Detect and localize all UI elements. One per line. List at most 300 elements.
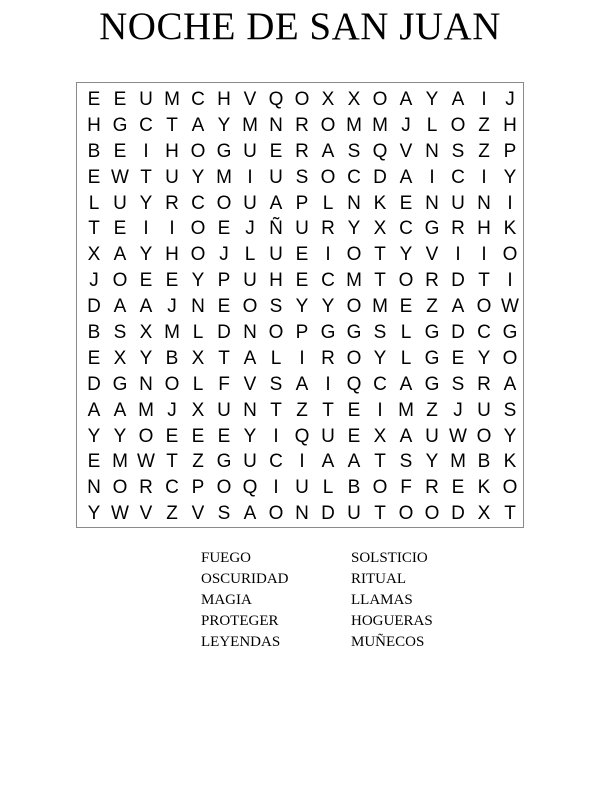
grid-letter[interactable]: I (455, 244, 461, 266)
grid-letter[interactable]: Y (217, 114, 231, 136)
grid-letter[interactable]: G (216, 140, 232, 162)
grid-letter[interactable]: J (167, 296, 177, 318)
grid-letter[interactable]: S (373, 322, 387, 344)
grid-letter[interactable]: C (269, 451, 283, 473)
grid-letter[interactable]: U (347, 503, 361, 525)
grid-letter[interactable]: T (88, 218, 100, 240)
grid-letter[interactable]: T (478, 270, 490, 292)
grid-letter[interactable]: Y (139, 192, 153, 214)
grid-letter[interactable]: E (451, 347, 465, 369)
grid-letter[interactable]: I (273, 425, 279, 447)
grid-letter[interactable]: D (451, 503, 465, 525)
grid-letter[interactable]: G (424, 322, 440, 344)
grid-letter[interactable]: O (346, 244, 362, 266)
grid-letter[interactable]: Y (321, 296, 335, 318)
grid-letter[interactable]: G (424, 347, 440, 369)
grid-letter[interactable]: E (451, 477, 465, 499)
grid-letter[interactable]: M (164, 89, 180, 110)
grid-letter[interactable]: S (113, 322, 127, 344)
grid-letter[interactable]: M (112, 451, 128, 473)
grid-letter[interactable]: Y (191, 166, 205, 188)
grid-letter[interactable]: E (87, 89, 101, 110)
grid-letter[interactable]: O (268, 322, 284, 344)
grid-letter[interactable]: T (374, 244, 386, 266)
grid-letter[interactable]: U (139, 89, 153, 110)
grid-letter[interactable]: N (295, 503, 309, 525)
grid-letter[interactable]: B (87, 322, 101, 344)
grid-letter[interactable]: K (477, 477, 491, 499)
grid-letter[interactable]: O (424, 503, 440, 525)
grid-letter[interactable]: I (325, 244, 331, 266)
grid-letter[interactable]: H (165, 140, 179, 162)
grid-letter[interactable]: O (190, 140, 206, 162)
grid-letter[interactable]: Y (295, 296, 309, 318)
grid-letter[interactable]: T (166, 451, 178, 473)
grid-letter[interactable]: I (481, 244, 487, 266)
grid-letter[interactable]: J (219, 244, 229, 266)
grid-letter[interactable]: A (139, 296, 153, 318)
grid-letter[interactable]: A (113, 399, 127, 421)
grid-letter[interactable]: I (169, 218, 175, 240)
grid-letter[interactable]: O (164, 373, 180, 395)
grid-letter[interactable]: O (242, 296, 258, 318)
grid-letter[interactable]: M (164, 322, 180, 344)
grid-letter[interactable]: W (501, 296, 519, 318)
grid-letter[interactable]: J (453, 399, 463, 421)
grid-letter[interactable]: O (190, 218, 206, 240)
grid-letter[interactable]: Z (166, 503, 178, 525)
grid-letter[interactable]: U (295, 218, 309, 240)
grid-letter[interactable]: P (295, 192, 309, 214)
grid-letter[interactable]: I (143, 218, 149, 240)
grid-letter[interactable]: U (243, 451, 257, 473)
grid-letter[interactable]: N (87, 477, 101, 499)
grid-letter[interactable]: X (191, 399, 205, 421)
grid-letter[interactable]: N (347, 192, 361, 214)
grid-letter[interactable]: A (399, 425, 413, 447)
grid-letter[interactable]: Z (192, 451, 204, 473)
grid-letter[interactable]: A (243, 503, 257, 525)
grid-letter[interactable]: P (295, 322, 309, 344)
grid-letter[interactable]: M (372, 114, 388, 136)
grid-letter[interactable]: A (503, 373, 517, 395)
grid-letter[interactable]: X (321, 89, 335, 110)
grid-letter[interactable]: S (399, 451, 413, 473)
grid-letter[interactable]: J (167, 399, 177, 421)
grid-letter[interactable]: H (165, 244, 179, 266)
grid-letter[interactable]: A (399, 166, 413, 188)
grid-letter[interactable]: E (191, 425, 205, 447)
grid-letter[interactable]: J (401, 114, 411, 136)
grid-letter[interactable]: I (247, 166, 253, 188)
grid-letter[interactable]: S (451, 373, 465, 395)
grid-letter[interactable]: V (191, 503, 205, 525)
grid-letter[interactable]: R (295, 114, 309, 136)
grid-letter[interactable]: H (503, 114, 517, 136)
grid-letter[interactable]: V (243, 89, 257, 110)
grid-letter[interactable]: G (216, 451, 232, 473)
grid-letter[interactable]: R (139, 477, 153, 499)
word-list-item: HOGUERAS (351, 613, 433, 629)
grid-letter[interactable]: C (347, 166, 361, 188)
grid-letter[interactable]: C (373, 373, 387, 395)
grid-letter[interactable]: O (398, 270, 414, 292)
grid-letter[interactable]: P (503, 140, 517, 162)
grid-letter[interactable]: B (477, 451, 491, 473)
grid-letter[interactable]: L (88, 192, 100, 214)
grid-letter[interactable]: O (216, 192, 232, 214)
grid-letter[interactable]: G (346, 322, 362, 344)
grid-letter[interactable]: Q (346, 373, 362, 395)
grid-letter[interactable]: E (113, 89, 127, 110)
grid-letter[interactable]: S (451, 140, 465, 162)
grid-letter[interactable]: G (112, 373, 128, 395)
grid-letter[interactable]: X (191, 347, 205, 369)
grid-letter[interactable]: T (270, 399, 282, 421)
grid-letter[interactable]: U (321, 425, 335, 447)
word-search-grid-frame (76, 82, 524, 528)
grid-letter[interactable]: T (374, 270, 386, 292)
grid-letter[interactable]: N (269, 114, 283, 136)
grid-letter[interactable]: A (399, 89, 413, 110)
grid-letter[interactable]: I (481, 89, 487, 110)
grid-letter[interactable]: Q (294, 425, 310, 447)
grid-letter[interactable]: O (112, 270, 128, 292)
grid-letter[interactable]: N (425, 192, 439, 214)
grid-letter[interactable]: R (451, 218, 465, 240)
grid-letter[interactable]: L (426, 114, 438, 136)
grid-letter[interactable]: I (429, 166, 435, 188)
grid-letter[interactable]: R (295, 140, 309, 162)
grid-letter[interactable]: S (269, 296, 283, 318)
grid-letter[interactable]: I (273, 477, 279, 499)
grid-letter[interactable]: X (477, 503, 491, 525)
grid-letter[interactable]: C (165, 477, 179, 499)
grid-letter[interactable]: X (373, 218, 387, 240)
grid-letter[interactable]: I (507, 270, 513, 292)
grid-letter[interactable]: O (320, 166, 336, 188)
grid-letter[interactable]: Y (87, 425, 101, 447)
grid-letter[interactable]: S (295, 166, 309, 188)
grid-letter[interactable]: J (245, 218, 255, 240)
grid-letter[interactable]: A (243, 347, 257, 369)
grid-letter[interactable]: Z (426, 296, 438, 318)
grid-letter[interactable]: N (243, 399, 257, 421)
grid-letter[interactable]: U (243, 270, 257, 292)
grid-letter[interactable]: E (87, 166, 101, 188)
grid-letter[interactable]: U (451, 192, 465, 214)
grid-letter[interactable]: W (137, 451, 155, 473)
grid-letter[interactable]: O (112, 477, 128, 499)
grid-letter[interactable]: G (424, 218, 440, 240)
grid-letter[interactable]: O (346, 347, 362, 369)
grid-letter[interactable]: A (295, 373, 309, 395)
grid-letter[interactable]: R (425, 477, 439, 499)
grid-letter[interactable]: C (191, 192, 205, 214)
grid-letter[interactable]: Y (503, 166, 517, 188)
grid-letter[interactable]: A (113, 296, 127, 318)
grid-letter[interactable]: T (374, 503, 386, 525)
grid-letter[interactable]: Y (347, 218, 361, 240)
grid-letter[interactable]: F (218, 373, 230, 395)
grid-letter[interactable]: Y (425, 89, 439, 110)
grid-letter[interactable]: Y (425, 451, 439, 473)
grid-letter[interactable]: C (191, 89, 205, 110)
grid-letter[interactable]: M (346, 270, 362, 292)
grid-letter[interactable]: U (269, 166, 283, 188)
grid-letter[interactable]: H (87, 114, 101, 136)
grid-letter[interactable]: V (425, 244, 439, 266)
grid-letter[interactable]: A (321, 140, 335, 162)
grid-letter[interactable]: L (322, 477, 334, 499)
grid-letter[interactable]: V (399, 140, 413, 162)
grid-letter[interactable]: L (192, 373, 204, 395)
grid-letter[interactable]: A (347, 451, 361, 473)
grid-letter[interactable]: I (325, 373, 331, 395)
grid-letter[interactable]: J (505, 89, 515, 110)
grid-letter[interactable]: R (321, 347, 335, 369)
grid-letter[interactable]: Y (191, 270, 205, 292)
grid-letter[interactable]: G (424, 373, 440, 395)
grid-letter[interactable]: O (346, 296, 362, 318)
grid-letter[interactable]: U (269, 244, 283, 266)
grid-letter[interactable]: A (87, 399, 101, 421)
grid-letter[interactable]: Ñ (269, 218, 283, 240)
grid-letter[interactable]: Y (113, 425, 127, 447)
grid-letter[interactable]: H (217, 89, 231, 110)
grid-letter[interactable]: Z (426, 399, 438, 421)
grid-letter[interactable]: V (243, 373, 257, 395)
grid-letter[interactable]: O (398, 503, 414, 525)
grid-letter[interactable]: W (111, 503, 129, 525)
grid-letter[interactable]: E (217, 296, 231, 318)
grid-letter[interactable]: M (216, 166, 232, 188)
grid-letter[interactable]: Q (268, 89, 284, 110)
grid-letter[interactable]: E (399, 296, 413, 318)
grid-letter[interactable]: T (374, 451, 386, 473)
grid-letter[interactable]: O (476, 425, 492, 447)
grid-letter[interactable]: J (89, 270, 99, 292)
grid-letter[interactable]: N (243, 322, 257, 344)
grid-letter[interactable]: N (139, 373, 153, 395)
grid-letter[interactable]: E (139, 270, 153, 292)
grid-letter[interactable]: L (400, 322, 412, 344)
grid-letter[interactable]: E (295, 270, 309, 292)
grid-letter[interactable]: U (113, 192, 127, 214)
grid-letter[interactable]: E (295, 244, 309, 266)
grid-letter[interactable]: Q (242, 477, 258, 499)
grid-letter[interactable]: G (320, 322, 336, 344)
grid-letter[interactable]: I (143, 140, 149, 162)
grid-letter[interactable]: Z (296, 399, 308, 421)
grid-letter[interactable]: Y (477, 347, 491, 369)
grid-letter[interactable]: B (87, 140, 101, 162)
grid-letter[interactable]: U (217, 399, 231, 421)
grid-letter[interactable]: W (111, 166, 129, 188)
grid-letter[interactable]: L (322, 192, 334, 214)
grid-letter[interactable]: Y (139, 244, 153, 266)
grid-letter[interactable]: U (165, 166, 179, 188)
grid-letter[interactable]: S (347, 140, 361, 162)
grid-letter[interactable]: X (139, 322, 153, 344)
grid-letter[interactable]: O (476, 296, 492, 318)
grid-letter[interactable]: O (216, 477, 232, 499)
grid-letter[interactable]: A (399, 373, 413, 395)
grid-letter[interactable]: C (399, 218, 413, 240)
grid-letter[interactable]: U (477, 399, 491, 421)
grid-letter[interactable]: O (450, 114, 466, 136)
grid-letter[interactable]: A (451, 89, 465, 110)
grid-letter[interactable]: I (481, 166, 487, 188)
grid-letter[interactable]: U (425, 425, 439, 447)
word-list-item: OSCURIDAD (201, 571, 289, 587)
grid-letter[interactable]: U (243, 192, 257, 214)
grid-letter[interactable]: Y (87, 503, 101, 525)
grid-letter[interactable]: M (242, 114, 258, 136)
word-list-item: PROTEGER (201, 613, 279, 629)
grid-letter[interactable]: A (451, 296, 465, 318)
grid-letter[interactable]: E (165, 425, 179, 447)
page-title: NOCHE DE SAN JUAN (99, 5, 501, 48)
grid-letter[interactable]: B (165, 347, 179, 369)
grid-letter[interactable]: C (321, 270, 335, 292)
grid-letter[interactable]: Y (399, 244, 413, 266)
grid-letter[interactable]: R (477, 373, 491, 395)
grid-letter[interactable]: D (373, 166, 387, 188)
grid-letter[interactable]: I (377, 399, 383, 421)
grid-letter[interactable]: O (502, 347, 518, 369)
grid-letter[interactable]: E (87, 347, 101, 369)
grid-letter[interactable]: E (399, 192, 413, 214)
word-list-item: MUÑECOS (351, 634, 425, 650)
grid-letter[interactable]: A (321, 451, 335, 473)
word-list-item: LLAMAS (351, 592, 413, 608)
grid-letter[interactable]: E (165, 270, 179, 292)
grid-letter[interactable]: B (347, 477, 361, 499)
grid-letter[interactable]: E (347, 425, 361, 447)
grid-letter[interactable]: E (113, 218, 127, 240)
grid-letter[interactable]: I (299, 347, 305, 369)
grid-letter[interactable]: C (477, 322, 491, 344)
grid-letter[interactable]: A (113, 244, 127, 266)
grid-letter[interactable]: E (217, 218, 231, 240)
grid-letter[interactable]: N (191, 296, 205, 318)
grid-letter[interactable]: M (346, 114, 362, 136)
grid-letter[interactable]: M (372, 296, 388, 318)
grid-letter[interactable]: O (320, 114, 336, 136)
grid-letter[interactable]: M (450, 451, 466, 473)
grid-letter[interactable]: H (269, 270, 283, 292)
grid-letter[interactable]: N (477, 192, 491, 214)
word-list-item: RITUAL (351, 571, 406, 587)
grid-letter[interactable]: O (502, 477, 518, 499)
grid-letter[interactable]: Y (503, 425, 517, 447)
grid-letter[interactable]: Y (243, 425, 257, 447)
grid-letter[interactable]: L (244, 244, 256, 266)
grid-letter[interactable]: I (299, 451, 305, 473)
grid-letter[interactable]: L (192, 322, 204, 344)
grid-letter[interactable]: A (191, 114, 205, 136)
grid-letter[interactable]: H (477, 218, 491, 240)
grid-letter[interactable]: Z (478, 140, 490, 162)
grid-letter[interactable]: X (87, 244, 101, 266)
grid-letter[interactable]: O (268, 503, 284, 525)
grid-letter[interactable]: R (165, 192, 179, 214)
grid-letter[interactable]: K (503, 451, 517, 473)
grid-letter[interactable]: L (270, 347, 282, 369)
grid-letter[interactable]: E (87, 451, 101, 473)
grid-letter[interactable]: K (373, 192, 387, 214)
grid-letter[interactable]: X (347, 89, 361, 110)
grid-letter[interactable]: Y (373, 347, 387, 369)
grid-letter[interactable]: D (87, 373, 101, 395)
word-search-grid (81, 87, 523, 527)
grid-letter[interactable]: C (139, 114, 153, 136)
grid-letter[interactable]: O (294, 89, 310, 110)
grid-letter[interactable]: L (400, 347, 412, 369)
grid-letter[interactable]: D (451, 270, 465, 292)
grid-letter[interactable]: K (503, 218, 517, 240)
grid-letter[interactable]: T (166, 114, 178, 136)
grid-letter[interactable]: I (507, 192, 513, 214)
grid-letter[interactable]: U (243, 140, 257, 162)
grid-letter[interactable]: W (449, 425, 467, 447)
grid-letter[interactable]: V (139, 503, 153, 525)
word-list-right (351, 548, 433, 653)
grid-letter[interactable]: M (398, 399, 414, 421)
grid-letter[interactable]: O (502, 244, 518, 266)
grid-letter[interactable]: R (321, 218, 335, 240)
grid-letter[interactable]: E (347, 399, 361, 421)
grid-letter[interactable]: T (218, 347, 230, 369)
grid-letter[interactable]: D (321, 503, 335, 525)
word-list-item: FUEGO (201, 550, 252, 566)
grid-letter[interactable]: E (113, 140, 127, 162)
grid-letter[interactable]: X (113, 347, 127, 369)
grid-letter[interactable]: P (217, 270, 231, 292)
grid-letter[interactable]: G (502, 322, 518, 344)
grid-letter[interactable]: T (140, 166, 152, 188)
grid-letter[interactable]: T (322, 399, 334, 421)
grid-letter[interactable]: R (425, 270, 439, 292)
grid-letter[interactable]: D (217, 322, 231, 344)
grid-letter[interactable]: U (295, 477, 309, 499)
grid-letter[interactable]: Y (139, 347, 153, 369)
grid-letter[interactable]: F (400, 477, 412, 499)
grid-letter[interactable]: C (451, 166, 465, 188)
grid-letter[interactable]: O (372, 477, 388, 499)
grid-letter[interactable]: T (504, 503, 516, 525)
grid-letter[interactable]: Q (372, 140, 388, 162)
grid-letter[interactable]: Z (478, 114, 490, 136)
grid-letter[interactable]: A (269, 192, 283, 214)
grid-letter[interactable]: N (425, 140, 439, 162)
grid-letter[interactable]: D (87, 296, 101, 318)
grid-letter[interactable]: S (503, 399, 517, 421)
grid-letter[interactable]: M (138, 399, 154, 421)
grid-letter[interactable]: D (451, 322, 465, 344)
grid-letter[interactable]: E (217, 425, 231, 447)
grid-letter[interactable]: O (190, 244, 206, 266)
grid-letter[interactable]: S (269, 373, 283, 395)
grid-letter[interactable]: O (138, 425, 154, 447)
grid-letter[interactable]: G (112, 114, 128, 136)
grid-letter[interactable]: O (372, 89, 388, 110)
grid-letter[interactable]: P (191, 477, 205, 499)
grid-letter[interactable]: E (269, 140, 283, 162)
grid-letter[interactable]: S (217, 503, 231, 525)
grid-letter[interactable]: X (373, 425, 387, 447)
